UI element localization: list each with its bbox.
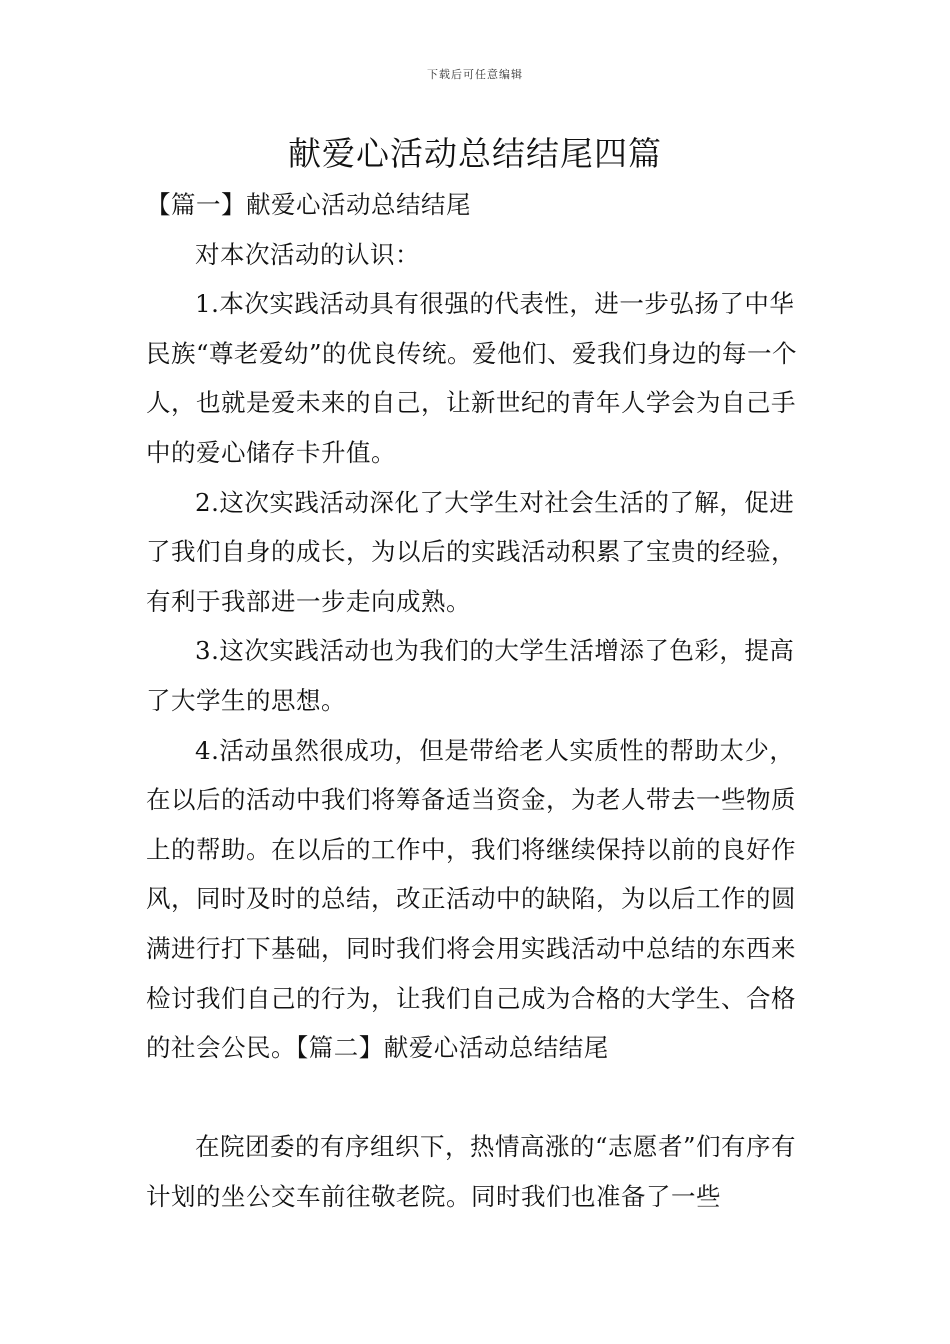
header-note: 下载后可任意编辑 xyxy=(427,68,523,81)
paragraph-intro: 对本次活动的认识： xyxy=(195,239,420,269)
paragraph-item-2: 2.这次实践活动深化了大学生对社会生活的了解，促进了我们自身的成长，为以后的实践活动积累了宝贵的经验，有利于我部进一步走向成熟。 xyxy=(146,487,796,616)
section-heading: 【篇一】献爱心活动总结结尾 xyxy=(146,190,471,219)
document-body xyxy=(146,180,816,1221)
paragraph-item-1: 1.本次实践活动具有很强的代表性，进一步弘扬了中华民族“尊老爱幼”的优良传统。爱他们、爱我们身边的每一个人，也就是爱未来的自己，让新世纪的青年人学会为自己手中的爱心储存卡升值。 xyxy=(146,289,798,467)
paragraph-item-4: 4.活动虽然很成功，但是带给老人实质性的帮助太少，在以后的活动中我们将筹备适当资金，为老人带去一些物质上的帮助。在以后的工作中，我们将继续保持以前的良好作风，同时及时的总结，改正活动中的缺陷，为以后工作的圆满进行打下基础，同时我们将会用实践活动中总结的东西来检讨我们自己的行为，让我们自己成为合格的大学生、合格的社会公民。【篇二】献爱心活动总结结尾 xyxy=(146,735,796,1063)
document-title: 献爱心活动总结结尾四篇 xyxy=(288,134,662,173)
paragraph-spacer xyxy=(146,1073,816,1123)
paragraph-section2-start: 在院团委的有序组织下，热情高涨的“志愿者”们有序有计划的坐公交车前往敬老院。同时我们也准备了一些 xyxy=(146,1132,797,1211)
paragraph-item-3: 3.这次实践活动也为我们的大学生活增添了色彩，提高了大学生的思想。 xyxy=(146,636,795,715)
